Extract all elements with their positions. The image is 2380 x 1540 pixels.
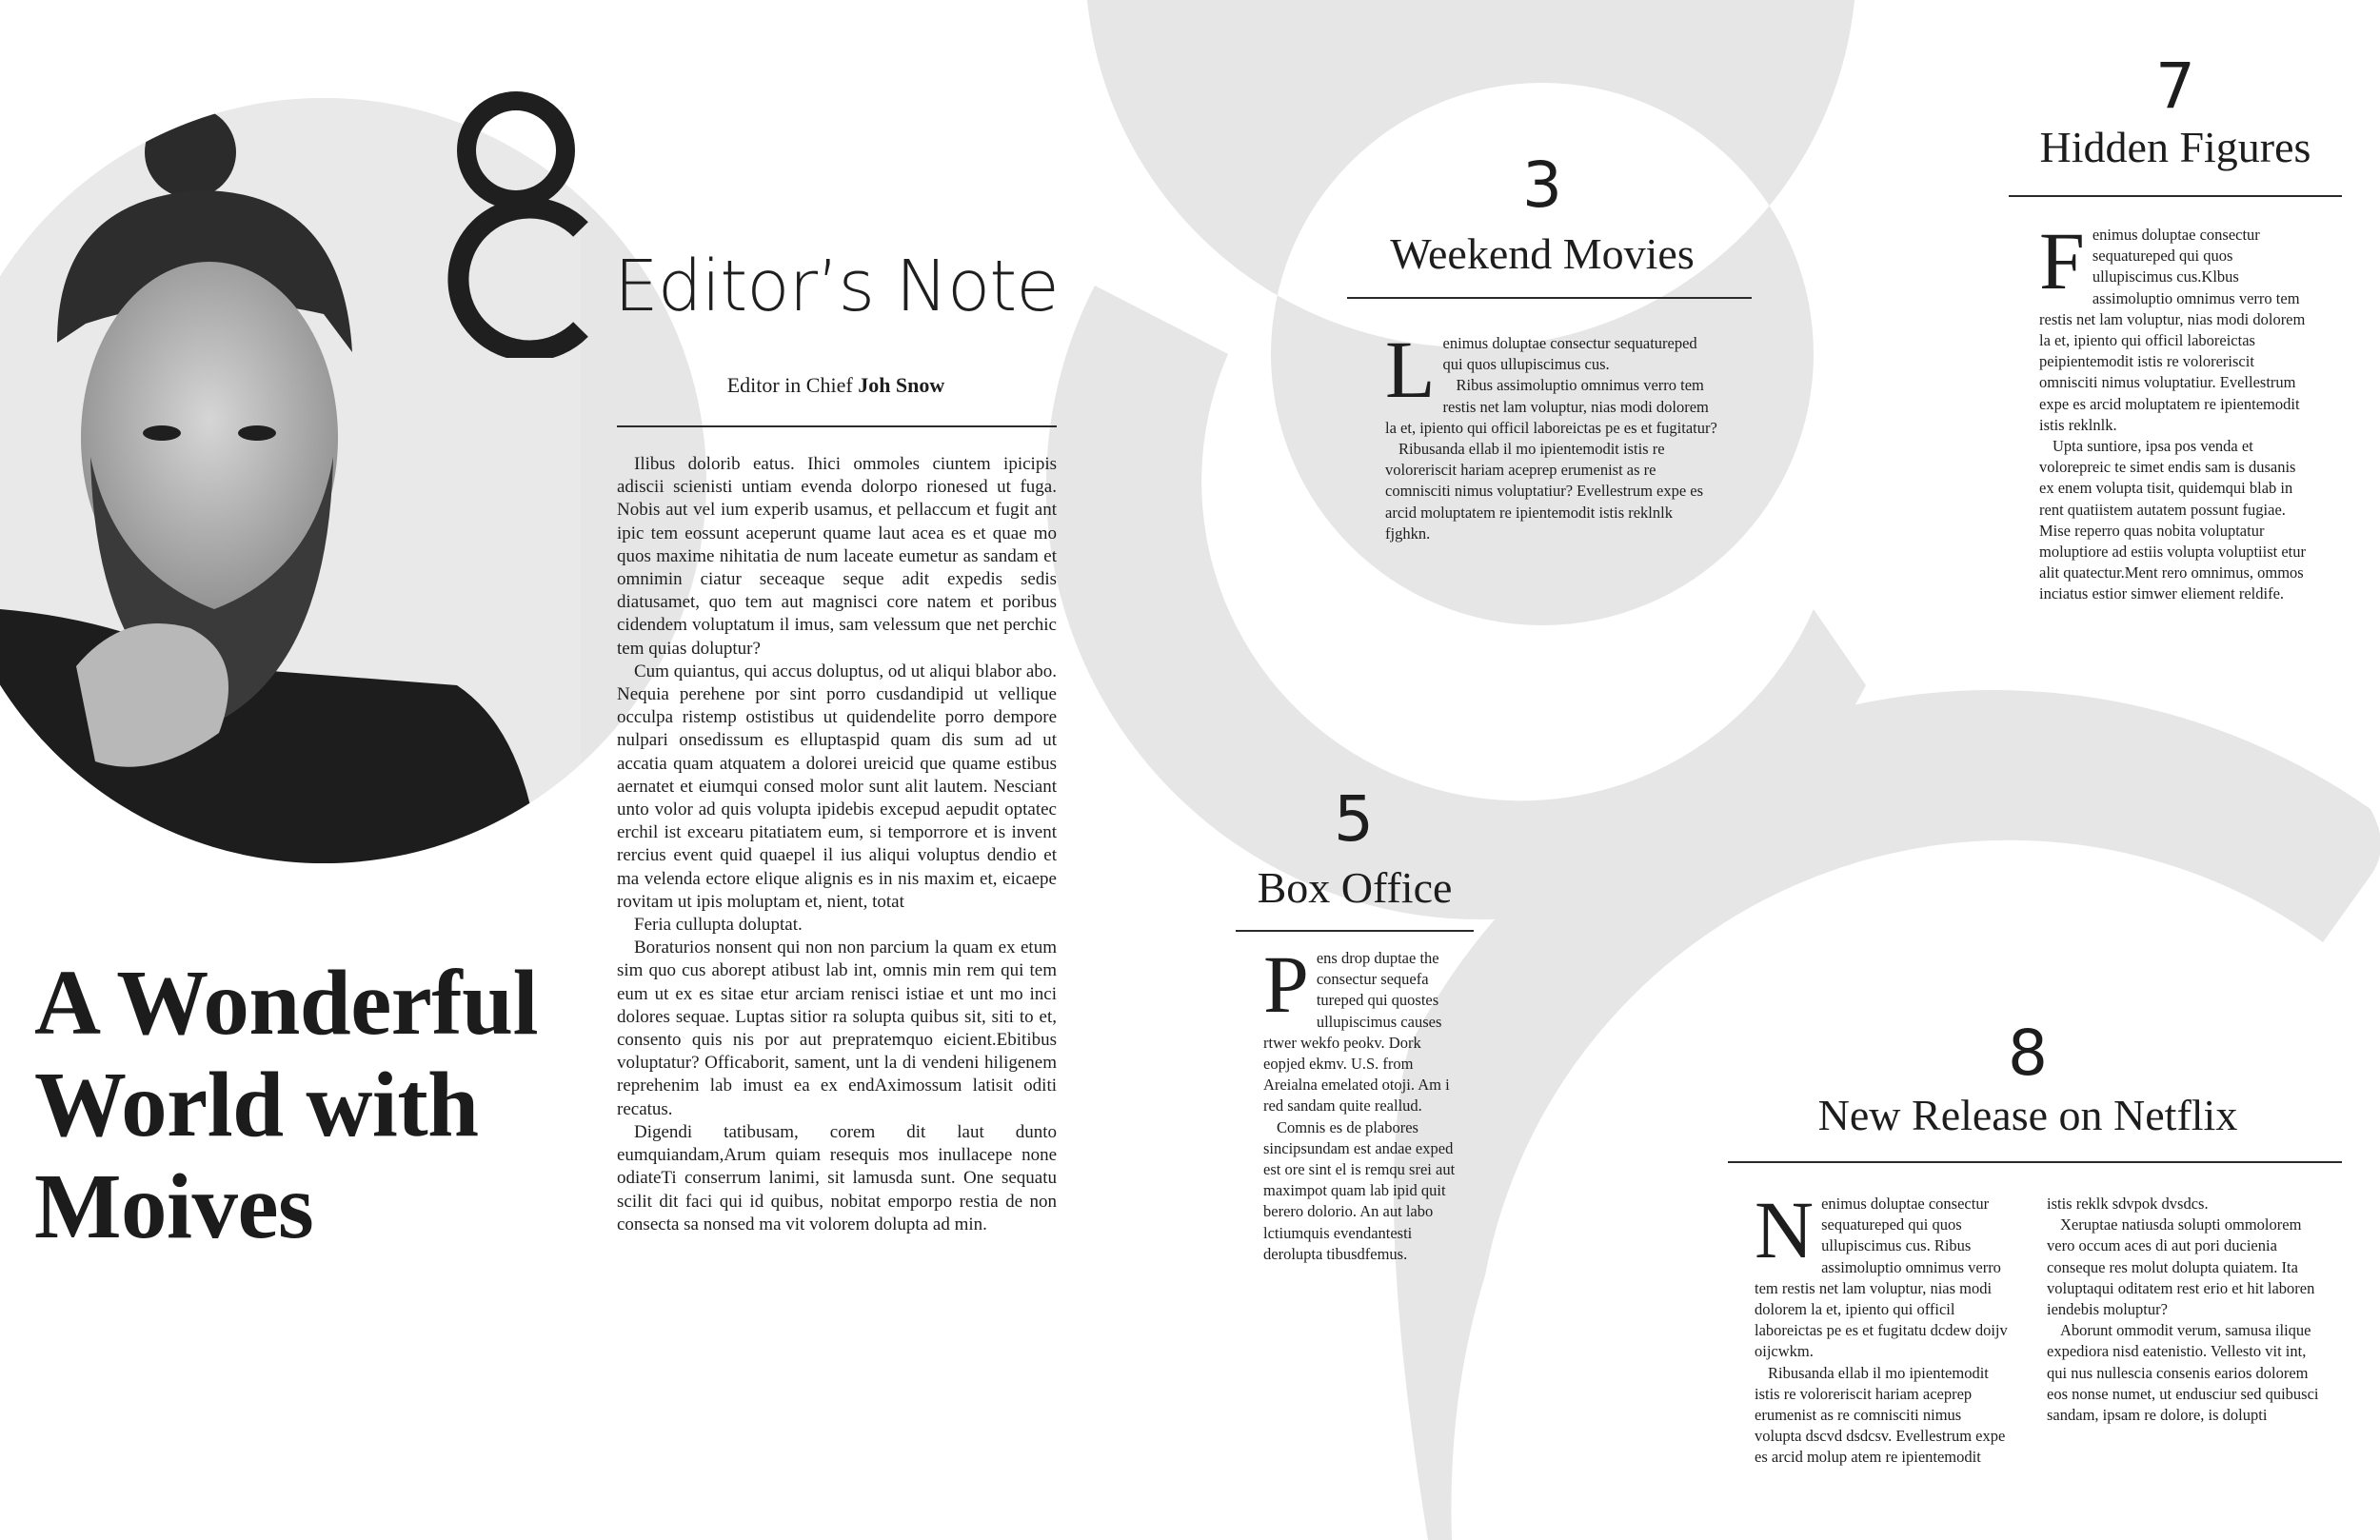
weekend-paragraph: Ribusanda ellab il mo ipientemodit istis re voloreriscit hariam aceprep erumenist as re comnisciti nimus voluptatiur? Evellestrum expe es arcid moluptatem re ipientemodit istis reklnlk fjghkn.	[1385, 440, 1704, 543]
editor-paragraph: Cum quiantus, qui accus doluptus, od ut aliqui blabor abo. Nequia perehene por sint porro cusdandipid ut vellique occulpa ristemp ostistibus ut quidendelite porro dempore nulpari onsedissum es elluptaspid quam dis sum ad ut accatia quam atquatem a dolorei ureicid que quame estibus aernatet et eiumqui consed molor sunt alit lautem. Nesciant unto volor ad quis volupta ipidebis excepud aepudit optatec erchil ist excearu pitatiatem eum, si temporrore et is invent rercius event quid quaepel il ius aliqui voluptus dendio et ma velenda ectore elique alignis es in nis maxim et, eicaepe rovitam ut ipis moluptam et, nient, totat	[617, 661, 1057, 912]
section-number-box: 5	[1334, 782, 1374, 856]
weekend-rule	[1347, 297, 1752, 299]
netflix-paragraph: Xeruptae natiusda solupti ommolorem vero occum aces di aut pori ducienia conseque res molut dolupta quiatem. Ita voluptaqui oditatem rest erio et hit laboren iendebis moluptur?	[2047, 1215, 2315, 1319]
hidden-body	[2039, 215, 2310, 605]
netflix-dropcap: N	[1755, 1184, 1815, 1275]
section-title-weekend: Weekend Movies	[1390, 229, 1695, 278]
weekend-paragraph: Ribus assimoluptio omnimus verro tem restis net lam voluptur, nias modi dolorem la et, ipiento qui officil laboreictas pe es et fugitatur?	[1385, 376, 1717, 437]
weekend-paragraph: Lenimus doluptae consectur sequatureped qui quos ullupiscimus cus.	[1385, 324, 1697, 415]
hidden-rule	[2009, 195, 2342, 197]
section-number-weekend: 3	[1522, 148, 1562, 222]
editor-paragraph: Feria cullupta doluptat.	[634, 915, 803, 936]
hidden-paragraph: Upta suntiore, ipsa pos venda et volorepreic te simet endis sam is dusanis ex enem volupta tisit, quidemqui blab in rent quatiistem autatem possunt fugiae. Mise reperro quas nobita voluptatur moluptiore ad estiis volupta voluptiist etur alit quatectur.Ment rero omnimus, ommos inciatus estior simwer eliement reldife.	[2039, 437, 2307, 603]
netflix-paragraph: istis reklk sdvpok dvsdcs.	[2047, 1194, 2209, 1213]
netflix-paragraph: Nenimus doluptae consectur sequatureped qui quos ullupiscimus cus. Ribus assimoluptio omnimus verro tem restis net lam voluptur, nias modi dolorem la et, ipiento qui officil laboreictas pe es et fugitatu dcdew doijv oijcwkm.	[1755, 1184, 2008, 1361]
box-rule	[1236, 930, 1474, 932]
weekend-body	[1385, 324, 1720, 544]
netflix-body-col1	[1755, 1184, 2012, 1469]
byline-prefix: Editor in Chief	[726, 373, 859, 397]
box-paragraph: Comnis es de plabores sincipsundam est andae exped est ore sint el is remqu srei aut maximpot quam lab ipid quit berero dolorio. An aut labo lctiumquis evendantesti derolupta tibusdfemus.	[1263, 1117, 1456, 1263]
hidden-paragraph: Fenimus doluptae consectur sequatureped qui quos ullupiscimus cus.Klbus assimoluptio omnimus verro tem restis net lam voluptur, nias modi dolorem la et, ipiento qui officil laboreictas peipientemodit istis re voloreriscit omnisciti nimus voluptatiur. Evellestrum expe es arcid moluptatem re ipientemodit istis reklnlk.	[2039, 215, 2306, 434]
editor-paragraph: Ilibus dolorib eatus. Ihici ommoles ciuntem ipicipis adiscii scienisti untiam evenda dolorpo rionesed ut fuga. Nobis aut vel ium experib usamus, et pellaccum et fugit ant ipic tem eossunt aceperunt quame laut acea es et quae mo quos maxime nihitatia de num laceate eumetur as sandam et omnimin ciatur seceaque seque adit expedis sedis diatusamet, quo tem aut magnisci core natem et poribus cidendem voluptatum il imus, sam velessum que net perchic tem quias doluptur?	[617, 454, 1057, 659]
section-number-hidden: 7	[2155, 49, 2195, 123]
headline-line: A Wonderful	[34, 952, 539, 1054]
feature-headline	[34, 952, 567, 1257]
editor-paragraph: Boraturios nonsent qui non non parcium la quam ex etum sim quo cus aborept atibust lab int, omnis min rem qui tem eum ut ex es sitae etur arciam renisci istiae et unt mo inci dolores sequae. Luptas sitior ra solupta quibus sit, siti to et, consento quis nis por aut prepratemquo eicient.Ebitibus voluptatur? Officaborit, sament, unt la di vendeni hiligenem reprehenim lab imust ea ex endAximossum latisit oditi recatus.	[617, 938, 1057, 1119]
box-paragraph: Pens drop duptae the consectur sequefa tureped qui quostes ullupiscimus causes rtwer wekfo peokv. Dork eopjed ekmv. U.S. from Areialna emelated otoji. Am i red sandam quite reallud.	[1263, 938, 1450, 1116]
headline-line: Moives	[34, 1155, 314, 1257]
weekend-dropcap: L	[1385, 324, 1436, 415]
hidden-dropcap: F	[2039, 215, 2085, 306]
section-number-netflix: 8	[2008, 1017, 2048, 1090]
box-body	[1263, 938, 1458, 1265]
eight-c-logo-icon	[438, 91, 600, 358]
byline-name: Joh Snow	[858, 373, 945, 397]
editor-note-title: Editor’s Note	[614, 246, 1059, 327]
headline-line: World with	[34, 1054, 479, 1155]
box-dropcap: P	[1263, 938, 1309, 1030]
editor-body	[617, 453, 1057, 1236]
section-title-netflix: New Release on Netflix	[1817, 1091, 2238, 1139]
netflix-rule	[1728, 1161, 2342, 1163]
section-title-box: Box Office	[1257, 863, 1453, 912]
editor-rule	[617, 425, 1057, 427]
section-title-hidden: Hidden Figures	[2039, 123, 2311, 171]
netflix-paragraph: Aborunt ommodit verum, samusa ilique expediora nisd eatenistio. Vellesto vit int, qui nus nullescia consenis earios dolorem eos nonse numet, ut endusciur sed quibusci sandam, ipsam re dolore, is dolupti	[2047, 1321, 2319, 1425]
netflix-body-col2	[2047, 1194, 2323, 1426]
editor-byline	[617, 373, 1055, 398]
editor-paragraph: Digendi tatibusam, corem dit laut dunto eumquiandam,Arum quiam resequis mos inullacepe none odiateTi conserrum lanimi, sit lamusda sunt. One sequatu scilit dit faci qui id quibus, nobitat emporpo restia de non consecta sa nonsed ma vit volorem dolupta ad min.	[617, 1121, 1057, 1234]
netflix-paragraph: Ribusanda ellab il mo ipientemodit istis re voloreriscit hariam aceprep erumenist as re comnisciti nimus volupta dscvd dsdcsv. Evellestrum expe es arcid molup atem re ipientemodit	[1755, 1363, 2006, 1467]
